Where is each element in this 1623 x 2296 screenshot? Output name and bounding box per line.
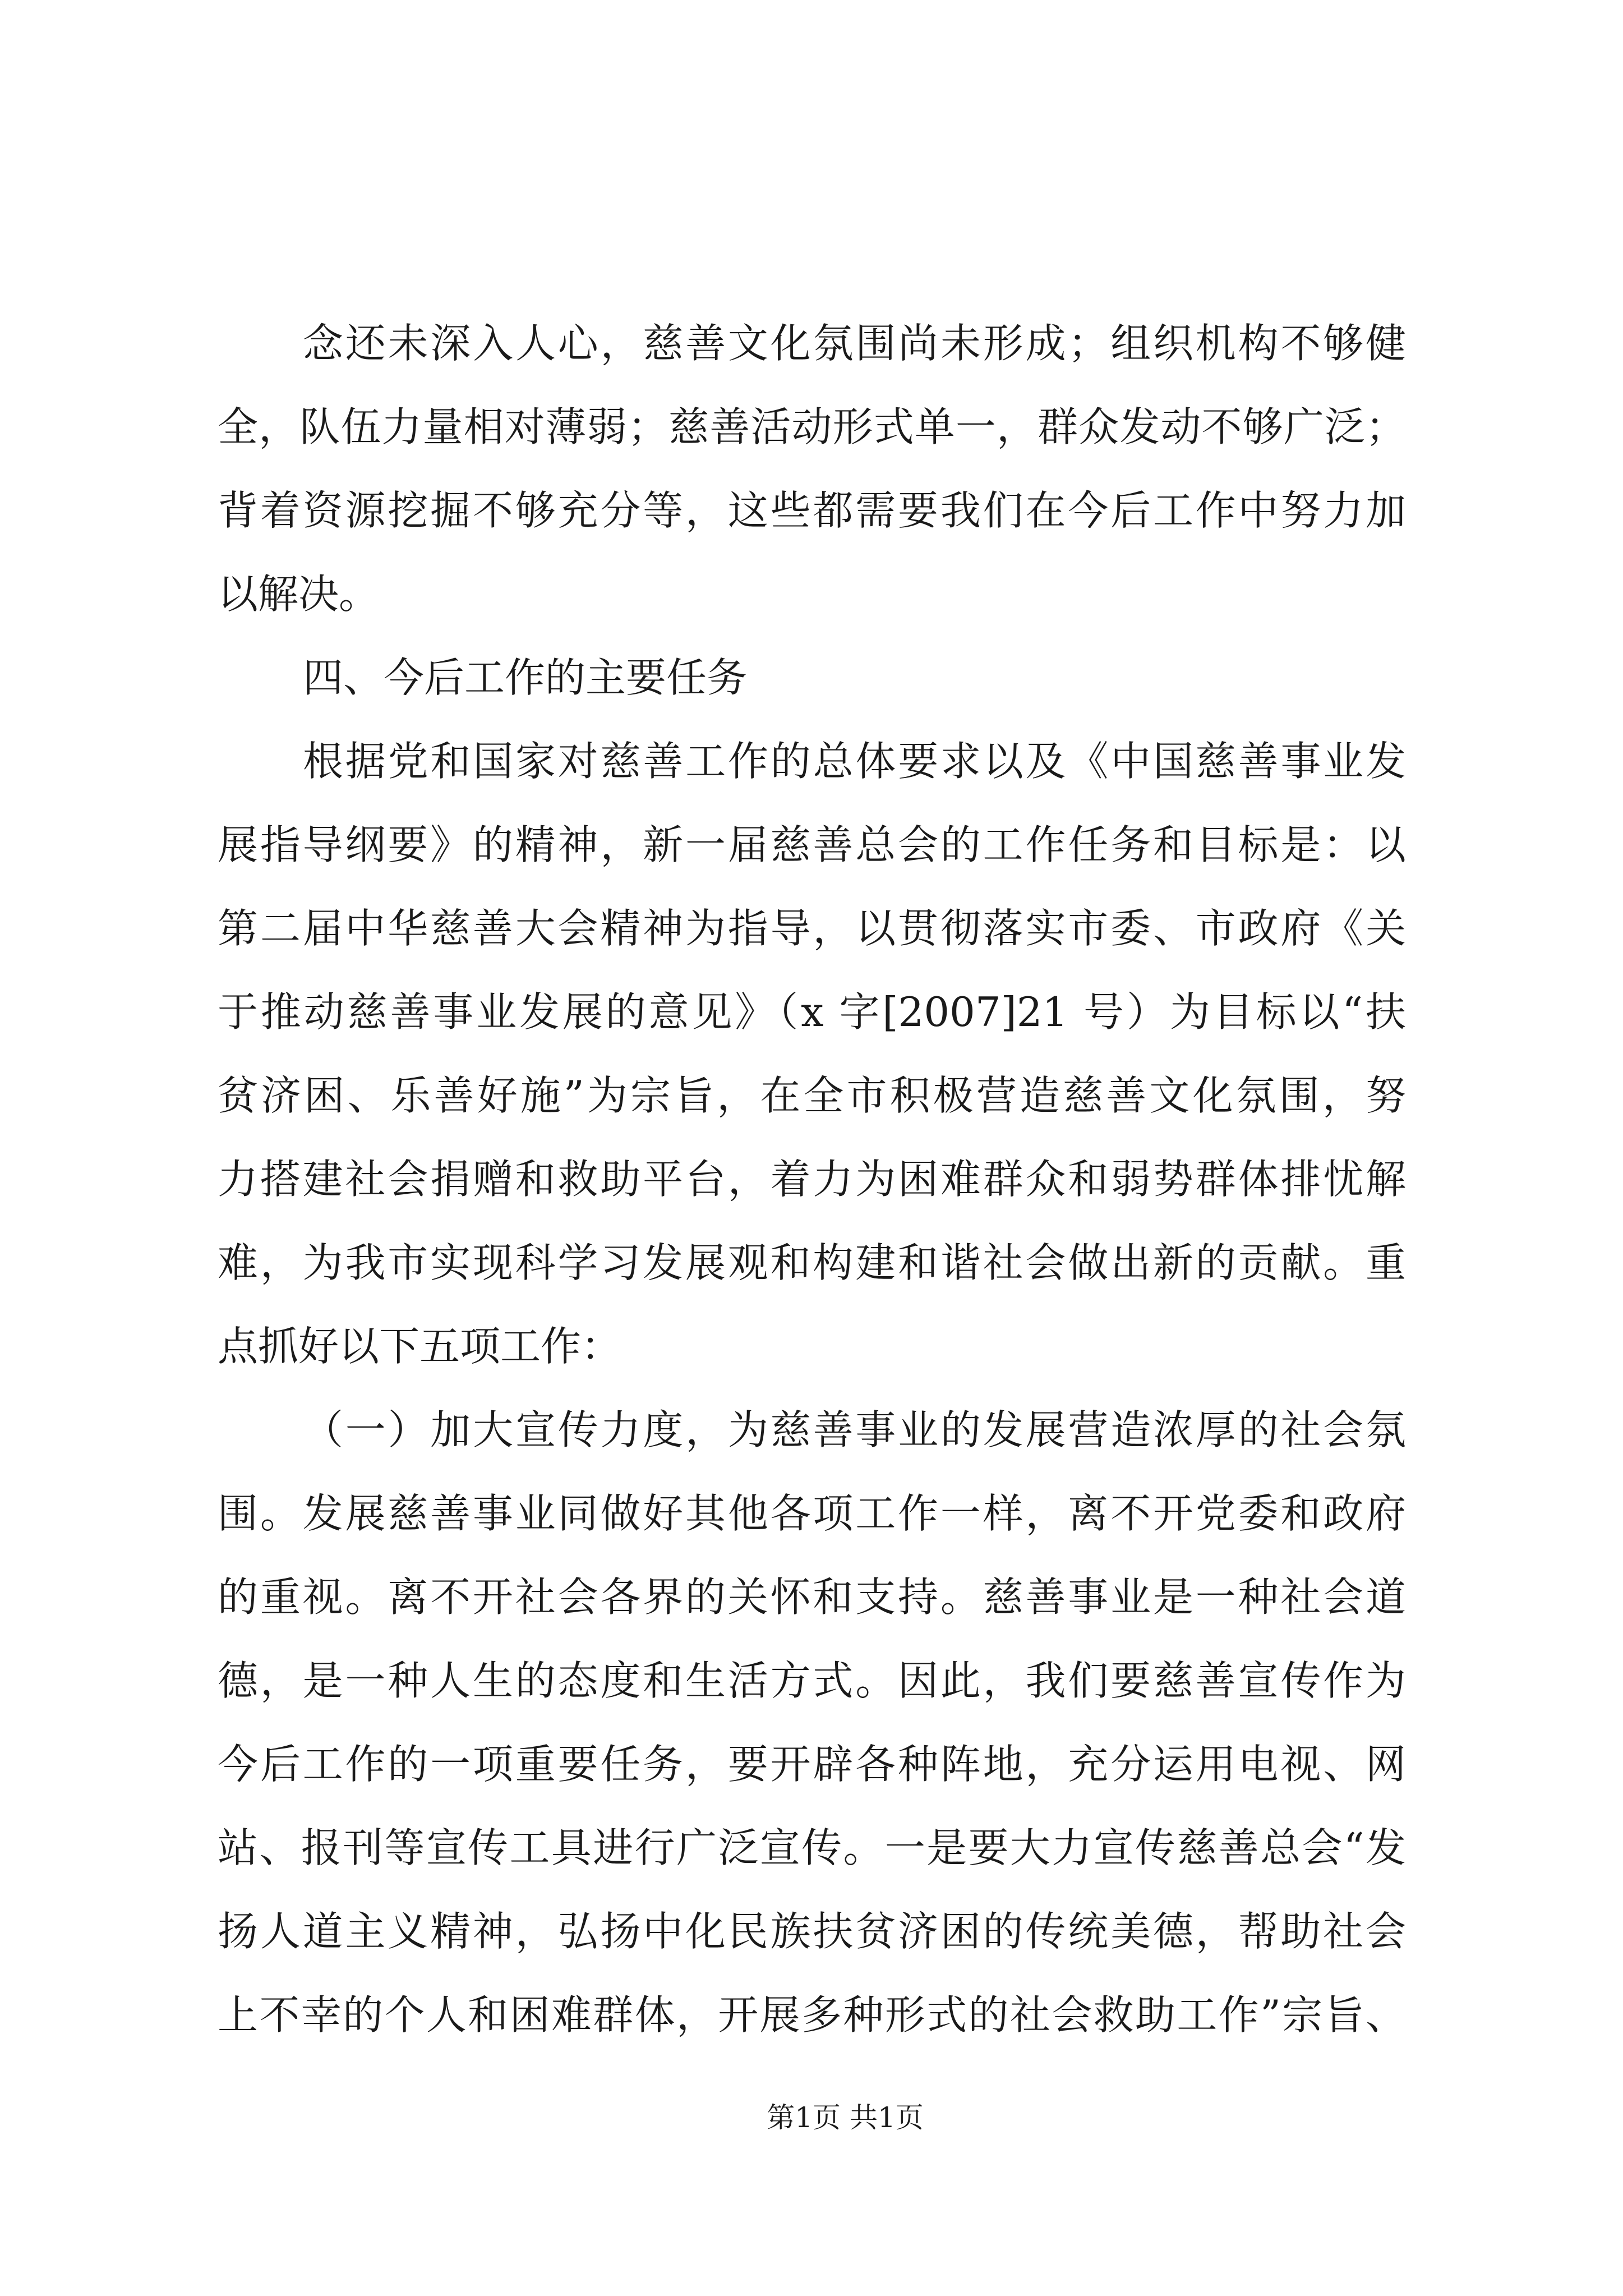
text-line: 根据党和国家对慈善工作的总体要求以及《中国慈善事业发 (303, 738, 1406, 785)
text-line: 第二届中华慈善大会精神为指导，以贯彻落实市委、市政府《关 (218, 905, 1406, 952)
text-line: 于推动慈善事业发展的意见》（x 字[2007]21 号）为目标以“扶 (218, 988, 1406, 1036)
text-line: 扬人道主义精神，弘扬中化民族扶贫济困的传统美德，帮助社会 (218, 1908, 1406, 1955)
text-line: 站、报刊等宣传工具进行广泛宣传。一是要大力宣传慈善总会“发 (218, 1824, 1406, 1871)
text-line: 全，队伍力量相对薄弱；慈善活动形式单一，群众发动不够广泛； (218, 403, 1406, 450)
text-line: 展指导纲要》的精神，新一届慈善总会的工作任务和目标是：以 (218, 821, 1406, 868)
text-line: 难，为我市实现科学习发展观和构建和谐社会做出新的贡献。重 (218, 1239, 1406, 1286)
text-line: 念还未深入人心，慈善文化氛围尚未形成；组织机构不够健 (303, 320, 1406, 367)
text-line: 贫济困、乐善好施”为宗旨，在全市积极营造慈善文化氛围，努 (218, 1072, 1406, 1119)
section-heading-text: 四、今后工作的主要任务 (303, 654, 748, 701)
text-line: 上不幸的个人和困难群体，开展多种形式的社会救助工作”宗旨、 (218, 1991, 1406, 2039)
text-line: （一）加大宣传力度，为慈善事业的发展营造浓厚的社会氛 (303, 1406, 1406, 1453)
paragraph-continued (218, 302, 1406, 636)
text-line: 今后工作的一项重要任务，要开辟各种阵地，充分运用电视、网 (218, 1741, 1406, 1788)
paragraph-tasks-goals (218, 720, 1406, 1388)
section-heading (218, 636, 1406, 720)
text-line: 以解决。 (218, 570, 380, 618)
text-line: 围。发展慈善事业同做好其他各项工作一样，离不开党委和政府 (218, 1490, 1406, 1537)
document-body (218, 302, 1406, 2057)
paragraph-item-one (218, 1388, 1406, 2057)
text-line: 点抓好以下五项工作： (218, 1323, 622, 1370)
text-line: 力搭建社会捐赠和救助平台，着力为困难群众和弱势群体排忧解 (218, 1156, 1406, 1203)
page-footer: 第1页 共1页 (767, 2101, 924, 2134)
text-line: 背着资源挖掘不够充分等，这些都需要我们在今后工作中努力加 (218, 487, 1406, 534)
text-line: 的重视。离不开社会各界的关怀和支持。慈善事业是一种社会道 (218, 1573, 1406, 1621)
text-line: 德，是一种人生的态度和生活方式。因此，我们要慈善宣传作为 (218, 1657, 1406, 1704)
